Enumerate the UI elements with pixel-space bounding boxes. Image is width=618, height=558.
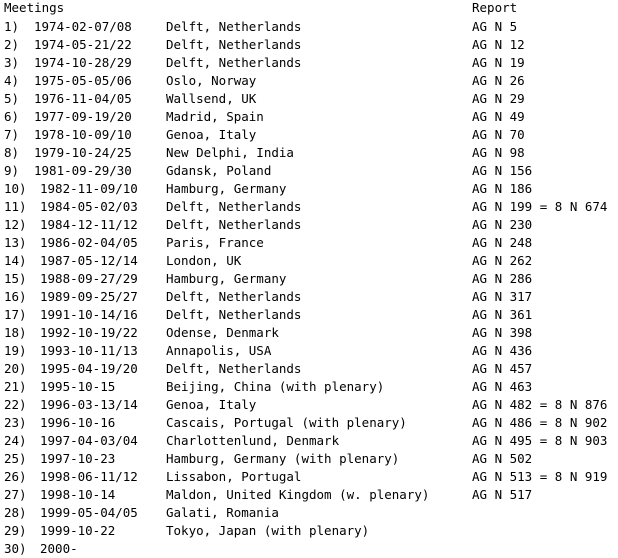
meeting-place: London, UK (166, 253, 242, 268)
meeting-report: AG N 70 (472, 127, 525, 142)
meeting-date: 1991-10-14/16 (40, 307, 138, 322)
meeting-place: Hamburg, Germany (with plenary) (166, 451, 400, 466)
meeting-date: 1999-10-22 (40, 523, 116, 538)
meeting-date: 1998-06-11/12 (40, 469, 138, 484)
meeting-number: 28) (4, 505, 27, 520)
meeting-row (4, 270, 616, 288)
meeting-report: AG N 482 = 8 N 876 (472, 397, 608, 412)
meeting-date: 1997-10-23 (40, 451, 116, 466)
meeting-place: Delft, Netherlands (166, 217, 302, 232)
meeting-report: AG N 286 (472, 271, 533, 286)
meeting-date: 1982-11-09/10 (40, 181, 138, 196)
meeting-row (4, 360, 616, 378)
meeting-number: 13) (4, 235, 27, 250)
meeting-place: Genoa, Italy (166, 397, 257, 412)
meeting-place: Maldon, United Kingdom (w. plenary) (166, 487, 430, 502)
meeting-row (4, 180, 616, 198)
meeting-number: 10) (4, 181, 27, 196)
meeting-row (4, 126, 616, 144)
meeting-number: 17) (4, 307, 27, 322)
meeting-number: 2) (4, 37, 20, 52)
meeting-place: Delft, Netherlands (166, 361, 302, 376)
meeting-row (4, 522, 616, 540)
meeting-report: AG N 156 (472, 163, 533, 178)
meeting-number: 30) (4, 541, 27, 556)
meeting-report: AG N 502 (472, 451, 533, 466)
meeting-number: 1) (4, 19, 20, 34)
meeting-place: Galati, Romania (166, 505, 279, 520)
meeting-number: 18) (4, 325, 27, 340)
meeting-date: 1987-05-12/14 (40, 253, 138, 268)
meeting-row (4, 486, 616, 504)
meeting-place: Delft, Netherlands (166, 199, 302, 214)
meeting-date: 1977-09-19/20 (34, 109, 132, 124)
meeting-report: AG N 199 = 8 N 674 (472, 199, 608, 214)
meeting-row (4, 450, 616, 468)
meeting-date: 1976-11-04/05 (34, 91, 132, 106)
meeting-number: 6) (4, 109, 20, 124)
meeting-place: Hamburg, Germany (166, 271, 287, 286)
meeting-report: AG N 230 (472, 217, 533, 232)
meeting-row (4, 108, 616, 126)
meeting-row (4, 234, 616, 252)
meeting-report: AG N 436 (472, 343, 533, 358)
meeting-row (4, 468, 616, 486)
meeting-row (4, 504, 616, 522)
meeting-date: 1979-10-24/25 (34, 145, 132, 160)
meeting-report: AG N 513 = 8 N 919 (472, 469, 608, 484)
meeting-place: Delft, Netherlands (166, 289, 302, 304)
meeting-number: 24) (4, 433, 27, 448)
meeting-number: 22) (4, 397, 27, 412)
meeting-place: Delft, Netherlands (166, 307, 302, 322)
meeting-report: AG N 517 (472, 487, 533, 502)
meeting-date: 1984-05-02/03 (40, 199, 138, 214)
meeting-report: AG N 361 (472, 307, 533, 322)
meeting-report: AG N 49 (472, 109, 525, 124)
meeting-row (4, 36, 616, 54)
meeting-row (4, 378, 616, 396)
meeting-number: 25) (4, 451, 27, 466)
meeting-row (4, 306, 616, 324)
meeting-place: Odense, Denmark (166, 325, 279, 340)
meeting-date: 1996-03-13/14 (40, 397, 138, 412)
meeting-place: Charlottenlund, Denmark (166, 433, 340, 448)
report-heading: Report (472, 0, 518, 15)
meeting-row (4, 288, 616, 306)
meeting-place: Beijing, China (with plenary) (166, 379, 385, 394)
meeting-place: Madrid, Spain (166, 109, 264, 124)
meeting-row (4, 72, 616, 90)
meeting-place: Hamburg, Germany (166, 181, 287, 196)
meeting-report: AG N 486 = 8 N 902 (472, 415, 608, 430)
meeting-report: AG N 262 (472, 253, 533, 268)
meeting-report: AG N 398 (472, 325, 533, 340)
meeting-number: 12) (4, 217, 27, 232)
meeting-place: Cascais, Portugal (with plenary) (166, 415, 407, 430)
meeting-number: 7) (4, 127, 20, 142)
meeting-report: AG N 29 (472, 91, 525, 106)
meeting-place: Delft, Netherlands (166, 55, 302, 70)
meeting-place: Annapolis, USA (166, 343, 272, 358)
meeting-report: AG N 5 (472, 19, 518, 34)
meeting-report: AG N 495 = 8 N 903 (472, 433, 608, 448)
meeting-row (4, 162, 616, 180)
meeting-row (4, 414, 616, 432)
meeting-date: 1981-09-29/30 (34, 163, 132, 178)
meeting-date: 1978-10-09/10 (34, 127, 132, 142)
meeting-report: AG N 98 (472, 145, 525, 160)
meeting-number: 9) (4, 163, 20, 178)
meeting-report: AG N 317 (472, 289, 533, 304)
meeting-date: 1998-10-14 (40, 487, 116, 502)
meeting-place: Oslo, Norway (166, 73, 257, 88)
meeting-row (4, 540, 616, 558)
meeting-place: Tokyo, Japan (with plenary) (166, 523, 370, 538)
meeting-date: 1988-09-27/29 (40, 271, 138, 286)
meeting-date: 1986-02-04/05 (40, 235, 138, 250)
meeting-row (4, 198, 616, 216)
meetings-list (4, 18, 616, 558)
meeting-date: 1974-10-28/29 (34, 55, 132, 70)
meeting-place: Lissabon, Portugal (166, 469, 302, 484)
meeting-place: Gdansk, Poland (166, 163, 272, 178)
meeting-number: 4) (4, 73, 20, 88)
meeting-report: AG N 12 (472, 37, 525, 52)
meeting-number: 16) (4, 289, 27, 304)
meeting-report: AG N 463 (472, 379, 533, 394)
meeting-number: 8) (4, 145, 20, 160)
meeting-place: Delft, Netherlands (166, 37, 302, 52)
meeting-number: 23) (4, 415, 27, 430)
meeting-row (4, 342, 616, 360)
meeting-row (4, 90, 616, 108)
meeting-date: 1992-10-19/22 (40, 325, 138, 340)
meeting-number: 26) (4, 469, 27, 484)
meeting-date: 1999-05-04/05 (40, 505, 138, 520)
meeting-report: AG N 26 (472, 73, 525, 88)
meeting-number: 5) (4, 91, 20, 106)
meeting-date: 1997-04-03/04 (40, 433, 138, 448)
meeting-number: 29) (4, 523, 27, 538)
meeting-date: 2000- (40, 541, 78, 556)
meeting-place: Paris, France (166, 235, 264, 250)
header-row (4, 0, 616, 18)
meeting-row (4, 54, 616, 72)
meeting-date: 1993-10-11/13 (40, 343, 138, 358)
meeting-number: 21) (4, 379, 27, 394)
meeting-row (4, 432, 616, 450)
meeting-number: 19) (4, 343, 27, 358)
meeting-date: 1995-10-15 (40, 379, 116, 394)
meetings-document (4, 0, 616, 558)
meeting-number: 15) (4, 271, 27, 286)
meeting-date: 1974-02-07/08 (34, 19, 132, 34)
meeting-report: AG N 248 (472, 235, 533, 250)
meeting-row (4, 216, 616, 234)
meeting-report: AG N 457 (472, 361, 533, 376)
meeting-number: 3) (4, 55, 20, 70)
meeting-date: 1984-12-11/12 (40, 217, 138, 232)
meeting-place: Delft, Netherlands (166, 19, 302, 34)
meeting-place: New Delphi, India (166, 145, 294, 160)
meeting-date: 1989-09-25/27 (40, 289, 138, 304)
meeting-number: 11) (4, 199, 27, 214)
meeting-date: 1996-10-16 (40, 415, 116, 430)
meetings-heading: Meetings (4, 0, 65, 15)
meeting-number: 20) (4, 361, 27, 376)
meeting-number: 27) (4, 487, 27, 502)
meeting-number: 14) (4, 253, 27, 268)
meeting-date: 1975-05-05/06 (34, 73, 132, 88)
meeting-date: 1995-04-19/20 (40, 361, 138, 376)
meeting-report: AG N 19 (472, 55, 525, 70)
meeting-row (4, 18, 616, 36)
meeting-row (4, 252, 616, 270)
meeting-report: AG N 186 (472, 181, 533, 196)
meeting-place: Wallsend, UK (166, 91, 257, 106)
meeting-date: 1974-05-21/22 (34, 37, 132, 52)
meeting-row (4, 324, 616, 342)
meeting-place: Genoa, Italy (166, 127, 257, 142)
meeting-row (4, 144, 616, 162)
meeting-row (4, 396, 616, 414)
